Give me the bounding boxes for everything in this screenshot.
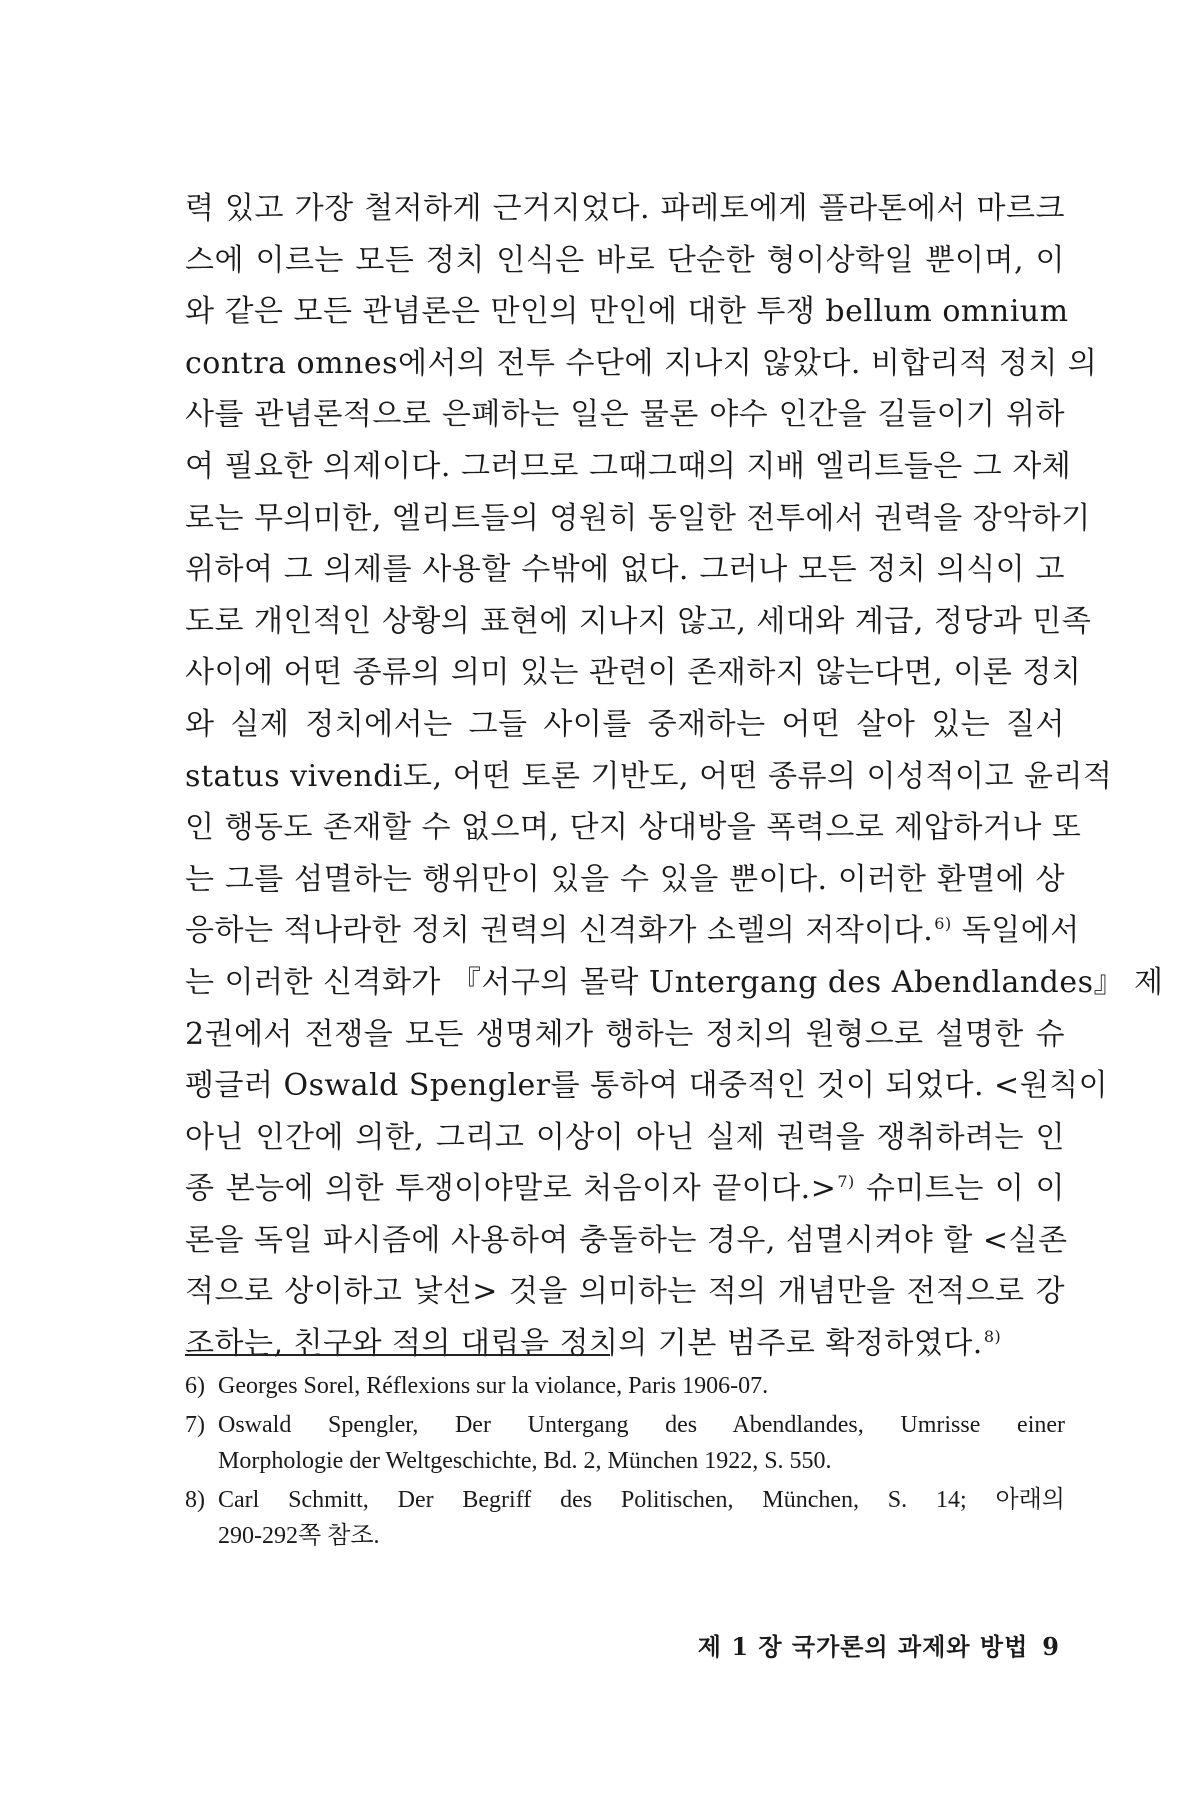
footnote-text: [218, 1407, 1065, 1479]
body-line-5: 사를 관념론적으로 은폐하는 일은 물론 야수 인간을 길들이기 위하: [185, 397, 1065, 433]
body-line-12: status vivendi도, 어떤 토론 기반도, 어떤 종류의 이성적이고 윤리적: [185, 758, 1113, 794]
footnote-text: [218, 1368, 1065, 1404]
body-line-4: contra omnes에서의 전투 수단에 지나지 않았다. 비합리적 정치 의: [185, 345, 1098, 381]
body-line-9: 도로 개인적인 상황의 표현에 지나지 않고, 세대와 계급, 정당과 민족: [185, 603, 1092, 639]
body-line-23: [185, 1318, 1065, 1370]
body-line-17: 2권에서 전쟁을 모든 생명체가 행하는 정치의 원형으로 설명한 슈: [185, 1016, 1065, 1052]
body-line-3: 와 같은 모든 관념론은 만인의 만인에 대한 투쟁 bellum omnium: [185, 294, 1069, 330]
body-line-8: 위하여 그 의제를 사용할 수밖에 없다. 그러나 모든 정치 의식이 고: [185, 552, 1065, 588]
body-line-15-text: 응하는 적나라한 정치 권력의 신격화가 소렐의 저작이다.: [185, 913, 934, 949]
body-line-14: 는 그를 섬멸하는 행위만이 있을 수 있을 뿐이다. 이러한 환멸에 상: [185, 861, 1065, 897]
footnote-line: Carl Schmitt, Der Begriff des Politischen, München, S. 14; 아래의: [218, 1487, 1065, 1513]
body-line-7: 로는 무의미한, 엘리트들의 영원히 동일한 전투에서 권력을 장악하기: [185, 500, 1091, 536]
footnote-8: [185, 1482, 1065, 1554]
footnote-ref-8: 8): [983, 1327, 1002, 1347]
running-footer: [640, 1627, 1060, 1662]
footnote-number: 8): [185, 1487, 205, 1513]
footnote-line: 290-292쪽 참조.: [218, 1523, 380, 1549]
footnote-line: Oswald Spengler, Der Untergang des Abendlandes, Umrisse einer: [218, 1412, 1065, 1438]
body-line-23-text: 조하는, 친구와 적의 대립을 정치의 기본 범주로 확정하였다.: [185, 1326, 983, 1362]
footnote-text: [218, 1482, 1065, 1554]
body-line-20-tail: 슈미트는 이 이: [854, 1171, 1065, 1207]
body-line-22: 적으로 상이하고 낯선> 것을 의미하는 적의 개념만을 전적으로 강: [185, 1274, 1065, 1310]
body-line-2: 스에 이르는 모든 정치 인식은 바로 단순한 형이상학일 뿐이며, 이: [185, 242, 1065, 278]
footnote-7: [185, 1407, 1065, 1479]
body-line-15: [185, 905, 1080, 957]
body-line-15-tail: 독일에서: [951, 913, 1080, 949]
footnote-number: 6): [185, 1373, 205, 1399]
body-line-19: 아닌 인간에 의한, 그리고 이상이 아닌 실제 권력을 쟁취하려는 인: [185, 1119, 1065, 1155]
body-line-11: 와 실제 정치에서는 그들 사이를 중재하는 어떤 살아 있는 질서: [185, 706, 1065, 742]
footnote-6: [185, 1368, 1065, 1404]
body-line-10: 사이에 어떤 종류의 의미 있는 관련이 존재하지 않는다면, 이론 정치: [185, 655, 1082, 691]
body-line-18: 펭글러 Oswald Spengler를 통하여 대중적인 것이 되었다. <원칙이: [185, 1068, 1109, 1104]
body-line-20-text: 종 본능에 의한 투쟁이야말로 처음이자 끝이다.>: [185, 1171, 837, 1207]
footnote-divider: [185, 1354, 610, 1356]
page-number: 9: [1042, 1632, 1060, 1661]
footnote-line: Morphologie der Weltgeschichte, Bd. 2, München 1922, S. 550.: [218, 1448, 832, 1474]
body-text: [185, 183, 1164, 1370]
body-line-13: 인 행동도 존재할 수 없으며, 단지 상대방을 폭력으로 제압하거나 또: [185, 810, 1082, 846]
footnote-ref-7: 7): [837, 1172, 855, 1192]
chapter-title: 제 1 장 국가론의 과제와 방법: [697, 1632, 1029, 1661]
footnote-line: Georges Sorel, Réflexions sur la violance, Paris 1906-07.: [218, 1373, 769, 1399]
body-line-16: 는 이러한 신격화가 『서구의 몰락 Untergang des Abendlandes』 제: [185, 964, 1164, 1000]
footnotes: [185, 1368, 1065, 1557]
footnote-ref-6: 6): [934, 914, 952, 934]
body-line-1: 력 있고 가장 철저하게 근거지었다. 파레토에게 플라톤에서 마르크: [185, 191, 1065, 226]
body-line-21: 론을 독일 파시즘에 사용하여 충돌하는 경우, 섬멸시켜야 할 <실존: [185, 1222, 1068, 1258]
footnote-number: 7): [185, 1412, 205, 1438]
body-line-20: [185, 1163, 1065, 1215]
body-line-6: 여 필요한 의제이다. 그러므로 그때그때의 지배 엘리트들은 그 자체: [185, 448, 1072, 484]
